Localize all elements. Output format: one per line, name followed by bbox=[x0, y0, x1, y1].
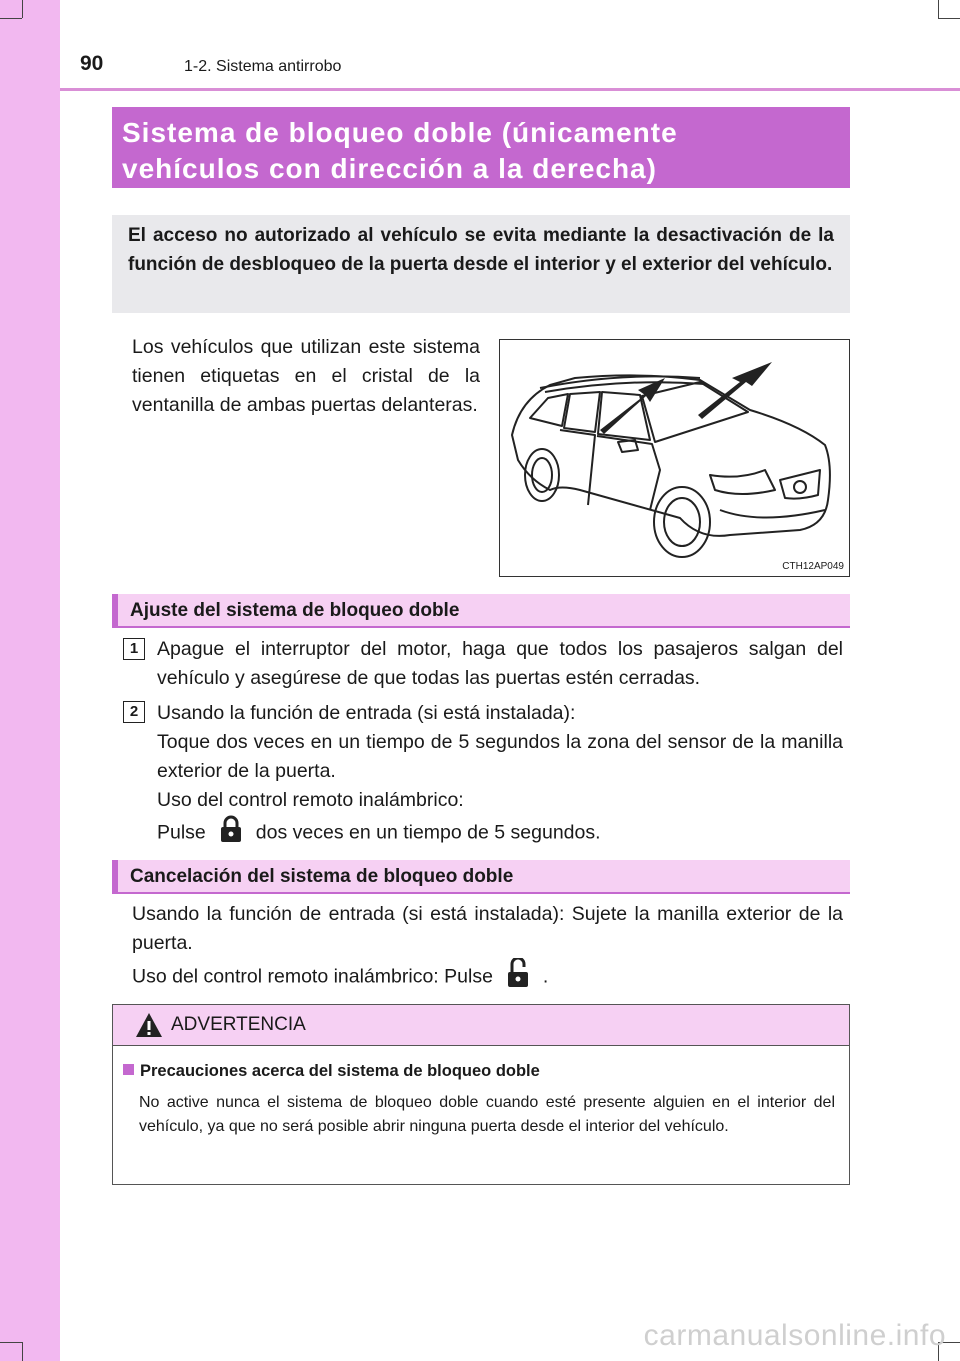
crop-mark bbox=[938, 18, 960, 19]
cancel-line-2-text: Uso del control remoto inalámbrico: Pulse bbox=[132, 965, 493, 988]
step-2-line-1: Usando la función de entrada (si está instalada): bbox=[157, 702, 576, 724]
labels-paragraph: Los vehículos que utilizan este sistema tienen etiquetas en el cristal de la ventanilla de ambas puertas delanteras. bbox=[132, 336, 480, 416]
cancel-block bbox=[132, 900, 843, 997]
crop-mark bbox=[938, 0, 939, 18]
step-2-block bbox=[157, 699, 843, 852]
section-title bbox=[112, 107, 850, 188]
watermark: carmanualsonline.info bbox=[643, 1319, 946, 1352]
pulse-rest: dos veces en un tiempo de 5 segundos. bbox=[255, 821, 601, 844]
title-line-2: vehículos con dirección a la derecha) bbox=[122, 153, 657, 184]
step-2-line-2: Toque dos veces en un tiempo de 5 segundos la zona del sensor de la manilla exterior de la puerta. bbox=[157, 731, 843, 782]
warning-header bbox=[113, 1005, 849, 1046]
left-margin-strip bbox=[0, 0, 60, 1361]
warning-box bbox=[112, 1004, 850, 1185]
cancel-line-2-end: . bbox=[542, 965, 549, 988]
cancel-heading: Cancelación del sistema de bloqueo doble bbox=[112, 860, 850, 894]
car-illustration bbox=[499, 339, 850, 577]
warning-body: No active nunca el sistema de bloqueo doble cuando esté presente alguien en el interior del vehículo, ya que no será posible abrir ninguna puerta desde el interior del vehículo. bbox=[139, 1094, 835, 1135]
warning-subtitle-text: Precauciones acerca del sistema de bloqueo doble bbox=[140, 1062, 540, 1080]
warning-triangle-icon bbox=[135, 1012, 163, 1043]
step-2-line-3: Uso del control remoto inalámbrico: bbox=[157, 789, 464, 811]
setting-heading: Ajuste del sistema de bloqueo doble bbox=[112, 594, 850, 628]
pulse-label: Pulse bbox=[157, 821, 206, 844]
lock-icon bbox=[220, 815, 242, 852]
crop-mark bbox=[0, 18, 22, 19]
header-rule bbox=[60, 88, 960, 91]
intro-summary: El acceso no autorizado al vehículo se evita mediante la desactivación de la función de desbloqueo de la puerta desde el interior y el exterior del vehículo. bbox=[112, 215, 850, 313]
page-number: 90 bbox=[80, 52, 104, 75]
crop-mark bbox=[22, 0, 23, 18]
square-bullet-icon bbox=[123, 1064, 134, 1075]
section-reference: 1-2. Sistema antirrobo bbox=[184, 58, 342, 75]
step-number: 1 bbox=[123, 638, 145, 660]
step-2-line-4 bbox=[157, 815, 843, 852]
crop-mark bbox=[22, 1342, 23, 1361]
warning-title: ADVERTENCIA bbox=[171, 1014, 306, 1035]
unlock-icon bbox=[507, 958, 529, 997]
warning-subtitle bbox=[123, 1062, 540, 1081]
step-1-text: Apague el interruptor del motor, haga que todos los pasajeros salgan del vehículo y asegúrese de que todas las puertas estén cerradas. bbox=[157, 638, 843, 689]
cancel-line-2 bbox=[132, 958, 843, 997]
cancel-line-1: Usando la función de entrada (si está instalada): Sujete la manilla exterior de la puerta. bbox=[132, 903, 843, 954]
title-line-1: Sistema de bloqueo doble (únicamente bbox=[122, 117, 678, 148]
crop-mark bbox=[0, 1342, 22, 1343]
car-drawing bbox=[500, 340, 849, 576]
illustration-code: CTH12AP049 bbox=[782, 561, 844, 572]
step-number: 2 bbox=[123, 701, 145, 723]
